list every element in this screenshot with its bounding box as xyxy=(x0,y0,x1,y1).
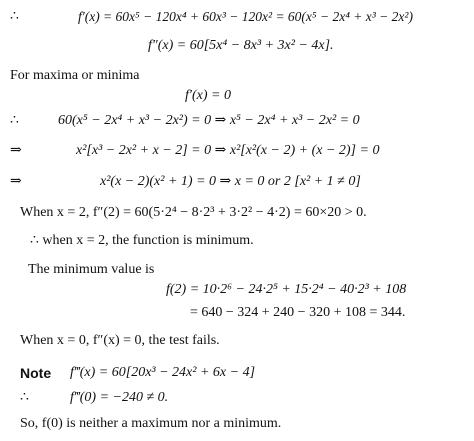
minimum-value-expression: f(2) = 10·2⁶ − 24·2⁵ + 15·2⁴ − 40·2³ + 108 xyxy=(166,282,407,297)
third-derivative-value-line: f‴(0) = −240 ≠ 0. xyxy=(70,390,169,405)
equation-line: 60(x⁵ − 2x⁴ + x³ − 2x²) = 0 ⇒ x⁵ − 2x⁴ + x³ − 2x² = 0 xyxy=(58,113,360,128)
second-derivative-line: f″(x) = 60[5x⁴ − 8x³ + 3x² − 4x]. xyxy=(148,38,334,53)
test-fails-line: When x = 0, f″(x) = 0, the test fails. xyxy=(20,333,220,348)
roots-line: x²(x − 2)(x² + 1) = 0 ⇒ x = 0 or 2 [x² + 1 ≠ 0] xyxy=(100,174,361,189)
second-derivative-test-line: When x = 2, f″(2) = 60(5·2⁴ − 8·2³ + 3·2² − 4·2) = 60×20 > 0. xyxy=(20,205,367,220)
first-derivative-line: f′(x) = 60x⁵ − 120x⁴ + 60x³ − 120x² = 60(x⁵ − 2x⁴ + x³ − 2x²) xyxy=(78,9,413,24)
therefore-symbol: ∴ xyxy=(10,9,19,24)
minimum-conclusion-line: ∴ when x = 2, the function is minimum. xyxy=(30,233,254,248)
implies-symbol: ⇒ xyxy=(10,143,22,158)
maxima-minima-heading: For maxima or minima xyxy=(10,68,140,83)
implies-symbol: ⇒ xyxy=(10,174,22,189)
factor-line: x²[x³ − 2x² + x − 2] = 0 ⇒ x²[x²(x − 2) + (x − 2)] = 0 xyxy=(76,143,380,158)
therefore-symbol: ∴ xyxy=(20,390,29,405)
minimum-value-result: = 640 − 324 + 240 − 320 + 108 = 344. xyxy=(190,305,406,320)
note-label: Note xyxy=(20,365,52,381)
final-conclusion-line: So, f(0) is neither a maximum nor a minimum. xyxy=(20,416,282,431)
critical-condition-line: f′(x) = 0 xyxy=(185,88,231,103)
third-derivative-line: f‴(x) = 60[20x³ − 24x² + 6x − 4] xyxy=(70,365,256,380)
therefore-symbol: ∴ xyxy=(10,113,19,128)
minimum-value-heading: The minimum value is xyxy=(28,262,155,277)
